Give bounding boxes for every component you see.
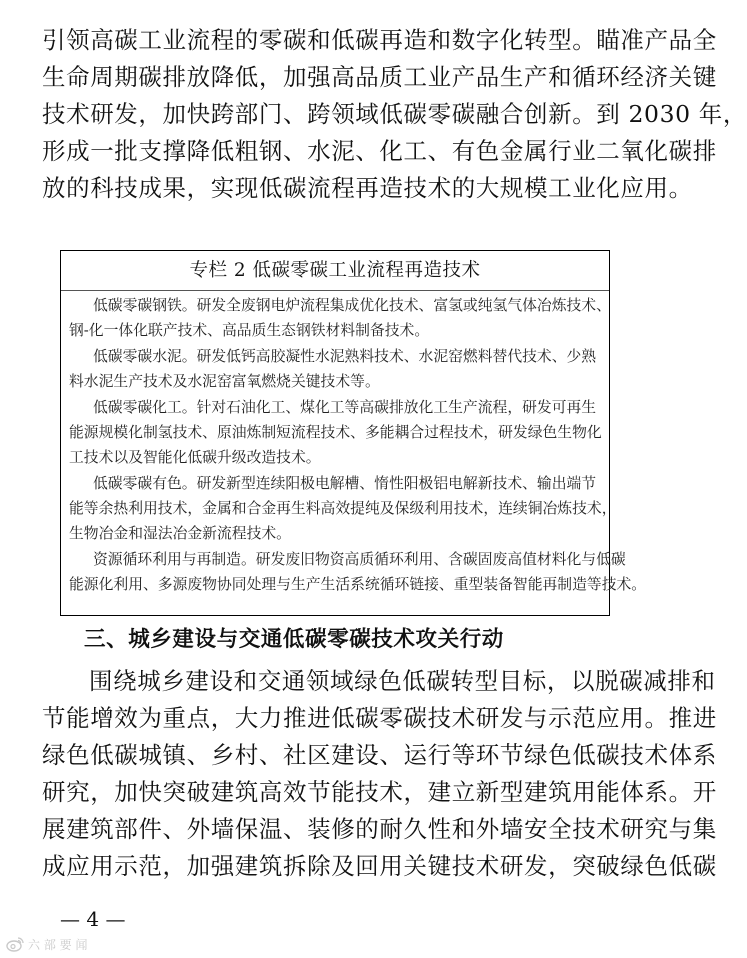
box-line: 低碳零碳化工。针对石油化工、煤化工等高碳排放化工生产流程，研发可再生 (93, 399, 597, 416)
box-line: 低碳零碳钢铁。研发全废钢电炉流程集成优化技术、富氢或纯氢气体冶炼技术、 (93, 297, 611, 314)
box-item-steel (69, 293, 611, 343)
box-line: 资源循环利用与再制造。研发废旧物资高质循环利用、含碳固废高值材料化与低碳 (93, 551, 626, 568)
box-line: 低碳零碳有色。研发新型连续阳极电解槽、惰性阳极铝电解新技术、输出端节 (93, 475, 597, 492)
paragraph-line: 研究，加快突破建筑高效节能技术，建立新型建筑用能体系。开 (42, 778, 717, 806)
weibo-icon (6, 936, 24, 952)
bottom-paragraph (42, 663, 717, 885)
box-item-recycling (69, 547, 647, 597)
box-item-chemical (69, 395, 601, 470)
box-title: 专栏 2 低碳零碳工业流程再造技术 (61, 251, 609, 291)
paragraph-line: 形成一批支撑降低粗钢、水泥、化工、有色金属行业二氧化碳排 (42, 137, 717, 165)
paragraph-line: 节能增效为重点，大力推进低碳零碳技术研发与示范应用。推进 (42, 704, 717, 732)
section-heading: 三、城乡建设与交通低碳零碳技术攻关行动 (84, 627, 504, 652)
box-line: 钢-化一体化联产技术、高品质生态钢铁材料制备技术。 (69, 322, 430, 339)
page-number: — 4 — (60, 907, 126, 931)
paragraph-line: 展建筑部件、外墙保温、装修的耐久性和外墙安全技术研究与集 (42, 815, 717, 843)
box-line: 料水泥生产技术及水泥窑富氧燃烧关键技术等。 (69, 373, 380, 390)
box-line: 能源化利用、多源废物协同处理与生产生活系统循环链接、重型装备智能再制造等技术。 (69, 576, 647, 593)
paragraph-line: 围绕城乡建设和交通领域绿色低碳转型目标，以脱碳减排和 (89, 667, 716, 695)
box-line: 低碳零碳水泥。研发低钙高胶凝性水泥熟料技术、水泥窑燃料替代技术、少熟 (93, 348, 597, 365)
paragraph-line: 成应用示范，加强建筑拆除及回用关键技术研发，突破绿色低碳 (42, 852, 717, 880)
paragraph-line: 生命周期碳排放降低，加强高品质工业产品生产和循环经济关键 (42, 63, 717, 91)
box-line: 能源规模化制氢技术、原油炼制短流程技术、多能耦合过程技术，研发绿色生物化 (69, 424, 602, 441)
watermark (6, 934, 87, 954)
box-body (61, 291, 647, 597)
box-item-nonferrous (69, 471, 617, 546)
paragraph-line: 技术研发，加快跨部门、跨领域低碳零碳融合创新。到 2030 年， (42, 100, 747, 128)
box-line: 生物冶金和湿法冶金新流程技术。 (69, 525, 291, 542)
watermark-text: 六 部 要 闻 (28, 937, 88, 952)
paragraph-line: 引领高碳工业流程的零碳和低碳再造和数字化转型。瞄准产品全 (42, 26, 717, 54)
sidebar-box (60, 250, 647, 616)
paragraph-line: 绿色低碳城镇、乡村、社区建设、运行等环节绿色低碳技术体系 (42, 741, 717, 769)
box-item-cement (69, 344, 601, 394)
box-line: 工技术以及智能化低碳升级改造技术。 (69, 449, 321, 466)
paragraph-line: 放的科技成果，实现低碳流程再造技术的大规模工业化应用。 (42, 174, 693, 202)
top-paragraph (42, 22, 747, 207)
box-line: 能等余热利用技术，金属和合金再生料高效提纯及保级利用技术，连续铜冶炼技术， (69, 500, 617, 517)
